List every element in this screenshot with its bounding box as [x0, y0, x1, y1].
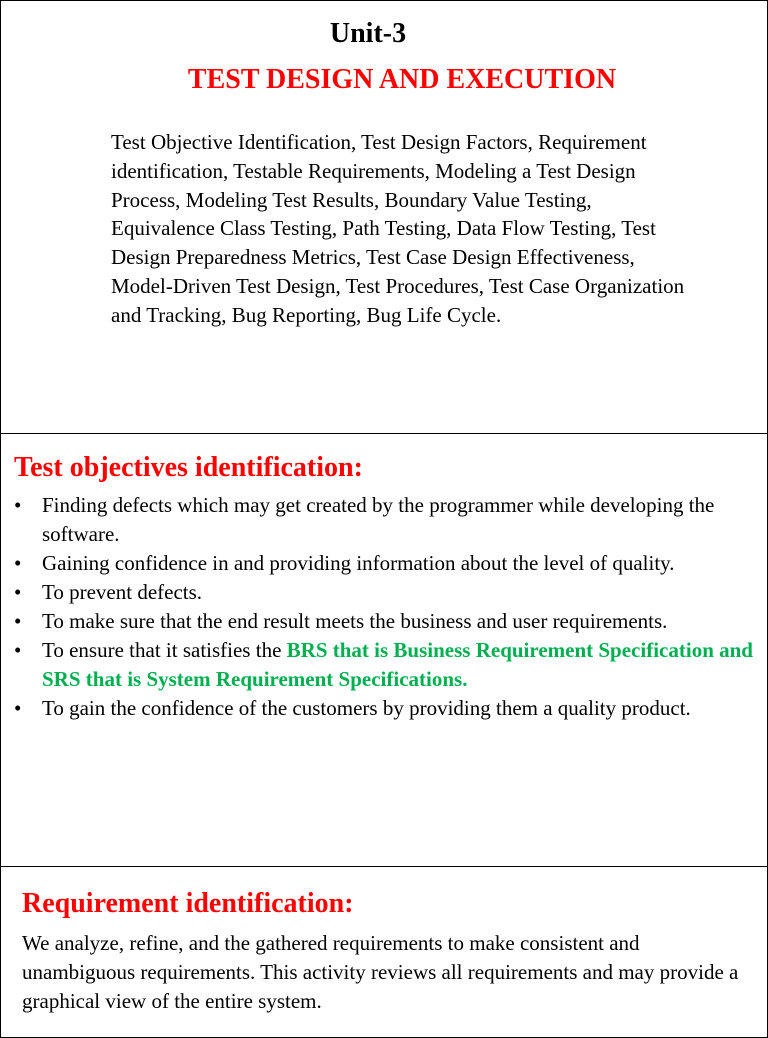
page-title: TEST DESIGN AND EXECUTION — [187, 64, 617, 95]
list-item-text: To ensure that it satisfies the — [42, 638, 287, 662]
section-heading-requirement-identification: Requirement identification: — [22, 888, 354, 919]
list-item-text: To prevent defects. — [42, 580, 203, 604]
bullet-icon: • — [14, 551, 22, 575]
objectives-list — [14, 491, 766, 723]
bullet-icon: • — [14, 638, 22, 662]
highlighted-text: BRS that is Business Requirement Specification and SRS that is System Requirement Specifications. — [42, 638, 753, 691]
unit-label: Unit-3 — [329, 18, 407, 49]
requirement-paragraph: We analyze, refine, and the gathered requirements to make consistent and unambiguous requirements. This activity reviews all requirements and may provide a graphical view of the entire system. — [22, 931, 739, 1013]
list-item — [14, 636, 766, 694]
slide-test-objectives — [0, 433, 768, 867]
list-item-text: To make sure that the end result meets the business and user requirements. — [42, 609, 668, 633]
topics-paragraph: Test Objective Identification, Test Design Factors, Requirement identification, Testable Requirements, Modeling a Test Design Process, Modeling Test Results, Boundary Value Testing, Equivalence Class Testing, Path Testing, Data Flow Testing, Test Design Preparedness Metrics, Test Case Design Effectiveness, Model-Driven Test Design, Test Procedures, Test Case Organization and Tracking, Bug Reporting, Bug Life Cycle. — [111, 130, 685, 327]
section-heading-test-objectives: Test objectives identification: — [14, 452, 363, 483]
slide-unit-overview — [0, 0, 768, 434]
list-item — [14, 549, 766, 578]
bullet-icon: • — [14, 580, 22, 604]
list-item — [14, 694, 766, 723]
list-item-text: Gaining confidence in and providing information about the level of quality. — [42, 551, 675, 575]
bullet-icon: • — [14, 493, 22, 517]
list-item-text: Finding defects which may get created by the programmer while developing the software. — [42, 493, 715, 546]
list-item — [14, 607, 766, 636]
list-item — [14, 491, 766, 549]
list-item — [14, 578, 766, 607]
slide-requirement-identification — [0, 866, 768, 1038]
bullet-icon: • — [14, 696, 22, 720]
bullet-icon: • — [14, 609, 22, 633]
list-item-text: To gain the confidence of the customers by providing them a quality product. — [42, 696, 691, 720]
